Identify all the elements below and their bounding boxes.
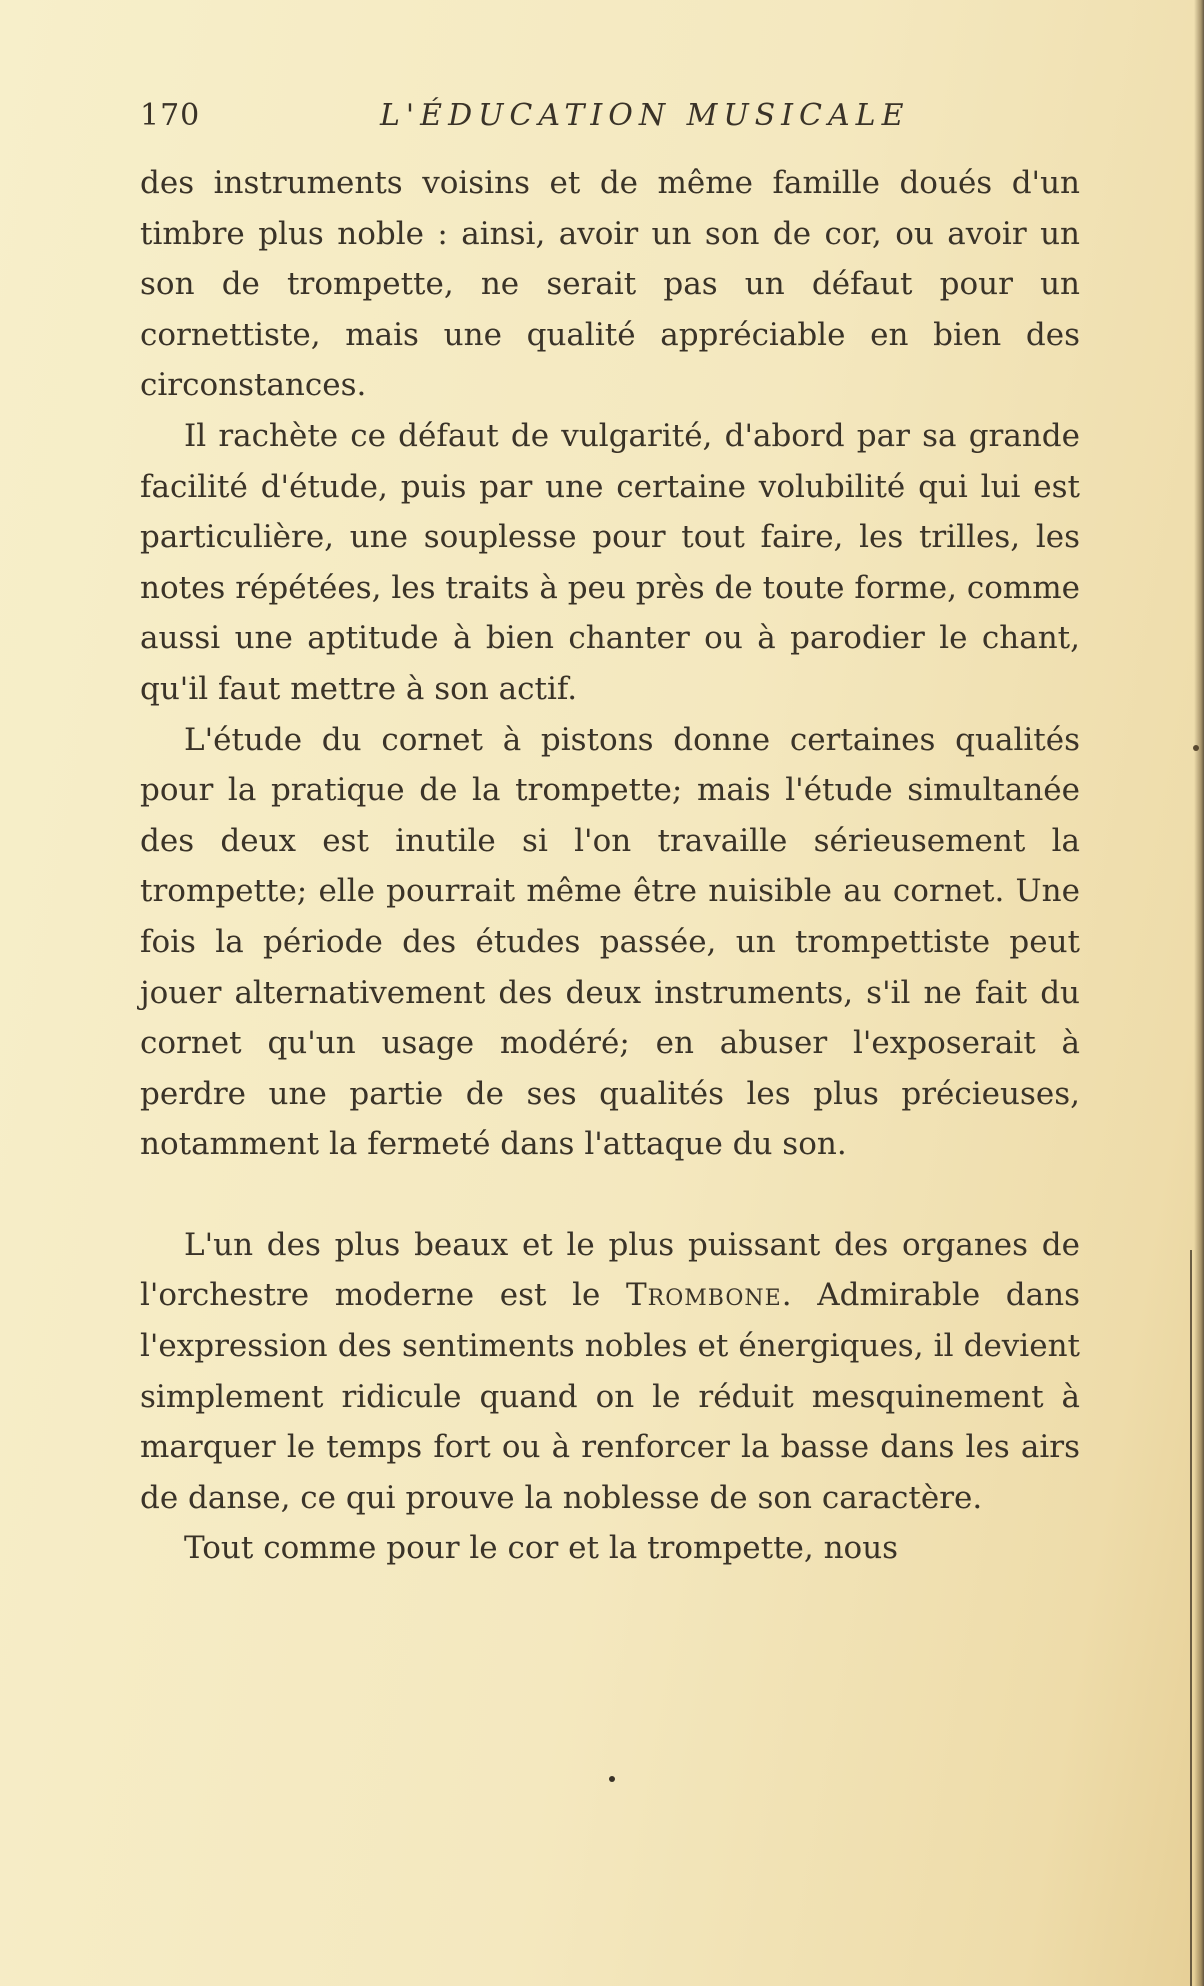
page-header: [140, 98, 1075, 138]
paragraph-cornet-study: L'étude du cornet à pistons donne certaines qualités pour la pratique de la trompette; mais l'étude simultanée des deux est inutile si l'on travaille sérieusement la trompette; elle pourrait même être nuisible au cornet. Une fois la période des études passée, un trompettiste peut jouer alternativement des deux instruments, s'il ne fait du cornet qu'un usage modéré; en abuser l'exposerait à perdre une partie de ses qualités les plus précieuses, notamment la fermeté dans l'attaque du son.: [140, 721, 1080, 1163]
paragraph-trombone: [140, 1220, 1080, 1524]
edge-rule: [1190, 1250, 1192, 1986]
page-edge-shadow: [1194, 0, 1204, 1986]
ink-speck: [609, 1776, 615, 1782]
trombone-text-after: . Admirable dans l'expression des sentiments nobles et énergiques, il devient simplement ridicule quand on le réduit mesquinement à marquer le temps fort ou à renforcer la basse dans les airs de danse, ce qui prouve la noblesse de son caractère.: [140, 1277, 1080, 1516]
body-text: [140, 158, 1080, 1574]
page-number: 170: [140, 98, 201, 133]
trombone-term: Trombone: [626, 1277, 782, 1314]
paragraph-last-line: Tout comme pour le cor et la trompette, nous: [184, 1530, 899, 1567]
paragraph-continuation: des instruments voisins et de même famille doués d'un timbre plus noble : ainsi, avoir un son de cor, ou avoir un son de trompette, ne serait pas un défaut pour un cornettiste, mais une qualité appréciable en bien des circonstances.: [140, 165, 1080, 404]
running-title: L'ÉDUCATION MUSICALE: [380, 98, 910, 133]
paragraph-volubility: Il rachète ce défaut de vulgarité, d'abord par sa grande facilité d'étude, puis par une certaine volubilité qui lui est particulière, une souplesse pour tout faire, les trilles, les notes répétées, les traits à peu près de toute forme, comme aussi une aptitude à bien chanter ou à parodier le chant, qu'il faut mettre à son actif.: [140, 417, 1080, 707]
trombone-text-before: L'un des plus beaux et le plus puissant des organes de l'orchestre moderne est le: [140, 1226, 1080, 1314]
